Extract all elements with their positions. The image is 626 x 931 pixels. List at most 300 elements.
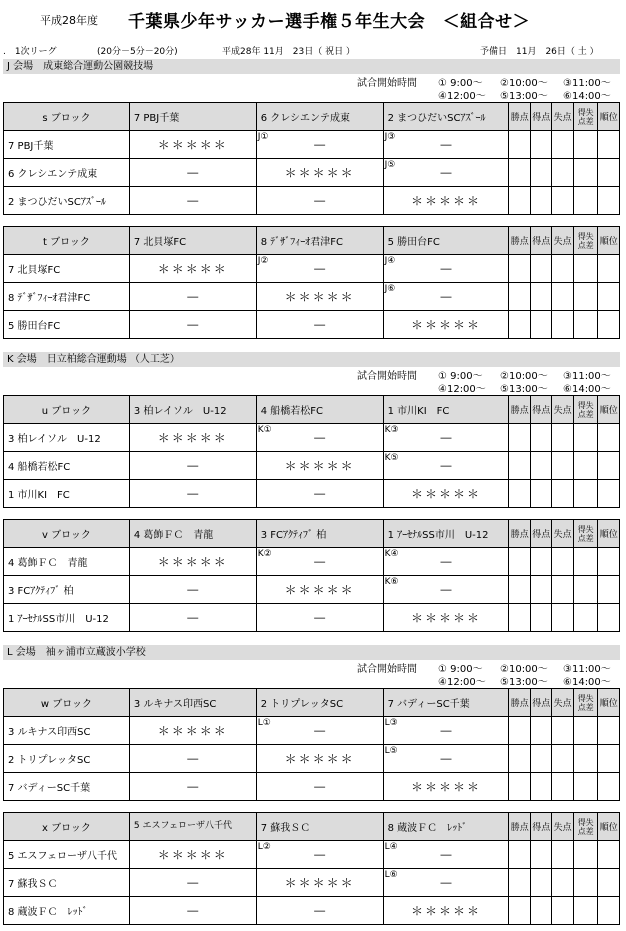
diagonal-stars: ＊＊＊＊＊ [411,611,482,625]
team-header: 3 柏レイソル U-12 [129,396,256,424]
team-name: 3 ルキナス印西SC [4,717,130,745]
team-name: 7 バディーSC千葉 [4,773,130,801]
time-2: ②10:00～ [500,371,548,382]
dash-mark: ― [440,724,452,737]
goals-against-cell [552,604,573,632]
match-code: J④ [384,256,396,266]
goals-for-cell [530,841,551,869]
match-cell [129,841,256,869]
rank-cell [598,897,620,925]
match-cell [383,745,509,773]
dash-mark: ― [314,138,326,151]
team-header: 5 勝田台FC [383,227,509,255]
team-name: 5 エスフェローザ八千代 [4,841,130,869]
match-code: L② [257,842,271,852]
goal-diff-cell [573,452,598,480]
team-header: 7 蘇我ＳＣ [256,813,383,841]
table-row [4,311,620,339]
win-points-cell [509,131,530,159]
diagonal-stars: ＊＊＊＊＊ [157,848,228,862]
rank-cell [598,452,620,480]
goals-against-cell [552,548,573,576]
goals-for-header: 得点 [530,103,551,131]
dash-mark: ― [187,780,199,793]
win-points-cell [509,604,530,632]
goals-against-header: 失点 [552,813,573,841]
block-name: t ブロック [4,227,130,255]
win-points-cell [509,424,530,452]
goal-diff-header: 得失点差 [573,103,598,131]
match-cell [129,480,256,508]
dash-mark: ― [440,166,452,179]
win-points-cell [509,717,530,745]
goal-diff-header: 得失点差 [573,813,598,841]
diagonal-stars: ＊＊＊＊＊ [157,431,228,445]
match-cell [129,452,256,480]
team-name: 8 ﾃﾞｻﾞﾌｨｰｵ君津FC [4,283,130,311]
goals-against-cell [552,187,573,215]
rank-cell [598,745,620,773]
team-name: 3 柏レイソル U-12 [4,424,130,452]
team-name: 1 市川KI FC [4,480,130,508]
year-label: 平成28年度 [40,14,98,27]
win-points-cell [509,255,530,283]
round-format: (20分－5分－20分) [97,47,178,57]
match-cell [129,131,256,159]
rank-cell [598,548,620,576]
goals-against-cell [552,424,573,452]
block-header-row [4,689,620,717]
match-code: J⑤ [384,160,396,170]
round-date: 平成28年 11月 23日（ 祝日 ） [222,47,355,57]
match-cell [383,159,509,187]
goal-diff-header: 得失点差 [573,396,598,424]
goals-for-header: 得点 [530,520,551,548]
team-header: 5 エスフェローザ八千代 [129,813,256,841]
goals-for-header: 得点 [530,227,551,255]
match-cell [383,424,509,452]
table-row [4,255,620,283]
goal-diff-cell [573,745,598,773]
diagonal-stars: ＊＊＊＊＊ [284,752,355,766]
match-cell [129,717,256,745]
block-name: v ブロック [4,520,130,548]
team-name: 6 クレシエンテ成東 [4,159,130,187]
rank-header: 順位 [598,227,620,255]
rank-cell [598,480,620,508]
dash-mark: ― [187,290,199,303]
goals-against-cell [552,897,573,925]
dash-mark: ― [440,876,452,889]
dash-mark: ― [440,459,452,472]
win-points-header: 勝点 [509,813,530,841]
team-name: 7 PBJ千葉 [4,131,130,159]
match-cell [383,480,509,508]
goals-against-header: 失点 [552,103,573,131]
match-cell [256,424,383,452]
team-name: 2 トリプレッタSC [4,745,130,773]
match-cell [256,187,383,215]
goals-against-cell [552,311,573,339]
match-code: L⑤ [384,746,398,756]
goals-for-cell [530,897,551,925]
goal-diff-cell [573,869,598,897]
block-table [3,812,620,925]
match-code: J③ [384,132,396,142]
match-cell [129,773,256,801]
dash-mark: ― [187,611,199,624]
goals-against-cell [552,159,573,187]
win-points-header: 勝点 [509,396,530,424]
table-row [4,897,620,925]
match-cell [383,717,509,745]
diagonal-stars: ＊＊＊＊＊ [411,487,482,501]
match-cell [256,576,383,604]
table-row [4,604,620,632]
time-6: ⑥14:00～ [563,91,611,102]
dash-mark: ― [314,780,326,793]
match-code: K② [257,549,272,559]
time-1: ① 9:00～ [438,78,483,89]
block-header-row [4,520,620,548]
rank-cell [598,424,620,452]
match-cell [129,255,256,283]
goals-against-cell [552,745,573,773]
rank-header: 順位 [598,103,620,131]
match-code: J② [257,256,269,266]
goals-for-cell [530,131,551,159]
dash-mark: ― [440,555,452,568]
match-cell [129,548,256,576]
block-name: s ブロック [4,103,130,131]
goals-for-cell [530,283,551,311]
table-row [4,283,620,311]
goal-diff-cell [573,159,598,187]
rank-header: 順位 [598,396,620,424]
team-name: 4 船橋若松FC [4,452,130,480]
goals-against-header: 失点 [552,520,573,548]
diagonal-stars: ＊＊＊＊＊ [411,904,482,918]
goals-against-header: 失点 [552,396,573,424]
goals-for-header: 得点 [530,396,551,424]
diagonal-stars: ＊＊＊＊＊ [284,583,355,597]
match-cell [383,255,509,283]
goals-against-cell [552,255,573,283]
dash-mark: ― [187,318,199,331]
goal-diff-cell [573,604,598,632]
match-cell [383,576,509,604]
goal-diff-cell [573,897,598,925]
dash-mark: ― [187,487,199,500]
venue-header: L 会場 袖ヶ浦市立蔵波小学校 [3,645,620,660]
table-row [4,841,620,869]
diagonal-stars: ＊＊＊＊＊ [284,876,355,890]
match-code: L① [257,718,271,728]
dash-mark: ― [187,459,199,472]
goals-for-cell [530,548,551,576]
block-header-row [4,103,620,131]
win-points-cell [509,311,530,339]
goal-diff-cell [573,283,598,311]
rank-cell [598,604,620,632]
match-cell [383,283,509,311]
goals-against-cell [552,841,573,869]
win-points-cell [509,283,530,311]
match-cell [256,283,383,311]
start-times [0,367,626,395]
win-points-cell [509,576,530,604]
table-row [4,745,620,773]
match-code: K⑥ [384,577,399,587]
goal-diff-cell [573,841,598,869]
goals-against-cell [552,480,573,508]
win-points-cell [509,897,530,925]
block-header-row [4,227,620,255]
match-cell [383,311,509,339]
block-header-row [4,396,620,424]
goals-for-header: 得点 [530,689,551,717]
dash-mark: ― [314,904,326,917]
dash-mark: ― [314,318,326,331]
rank-cell [598,773,620,801]
time-3: ③11:00～ [563,371,611,382]
match-cell [256,311,383,339]
diagonal-stars: ＊＊＊＊＊ [157,724,228,738]
table-row [4,159,620,187]
block-table [3,102,620,215]
win-points-header: 勝点 [509,103,530,131]
block-table [3,226,620,339]
match-cell [256,717,383,745]
rank-cell [598,255,620,283]
goal-diff-cell [573,131,598,159]
team-header: 1 ｱｰｾﾅﾙSS市川 U-12 [383,520,509,548]
rank-cell [598,159,620,187]
goals-against-cell [552,869,573,897]
win-points-header: 勝点 [509,520,530,548]
block-table [3,688,620,801]
match-code: L④ [384,842,398,852]
table-row [4,187,620,215]
match-cell [129,745,256,773]
time-6: ⑥14:00～ [563,384,611,395]
dash-mark: ― [314,431,326,444]
goals-for-header: 得点 [530,813,551,841]
dash-mark: ― [440,752,452,765]
block-name: u ブロック [4,396,130,424]
team-header: 3 FCｱｸﾃｨﾌﾞ 柏 [256,520,383,548]
start-time-label: 試合開始時間 [357,371,417,382]
win-points-cell [509,841,530,869]
dash-mark: ― [314,487,326,500]
goals-against-cell [552,452,573,480]
dash-mark: ― [187,876,199,889]
goals-for-cell [530,576,551,604]
match-cell [256,548,383,576]
diagonal-stars: ＊＊＊＊＊ [411,194,482,208]
team-header: 3 ルキナス印西SC [129,689,256,717]
time-6: ⑥14:00～ [563,677,611,688]
diagonal-stars: ＊＊＊＊＊ [411,318,482,332]
start-time-label: 試合開始時間 [357,78,417,89]
match-cell [129,159,256,187]
team-header: 4 葛飾ＦＣ 青龍 [129,520,256,548]
goals-for-cell [530,159,551,187]
goal-diff-cell [573,187,598,215]
match-cell [383,131,509,159]
win-points-cell [509,452,530,480]
match-cell [383,841,509,869]
rank-cell [598,283,620,311]
match-code: J⑥ [384,284,396,294]
dash-mark: ― [187,583,199,596]
team-name: 5 勝田台FC [4,311,130,339]
reserve-day: 予備日 11月 26日（ 土 ） [480,47,599,57]
diagonal-stars: ＊＊＊＊＊ [157,555,228,569]
table-row [4,452,620,480]
goals-for-cell [530,773,551,801]
win-points-cell [509,548,530,576]
time-3: ③11:00～ [563,78,611,89]
match-code: K③ [384,425,399,435]
win-points-cell [509,745,530,773]
win-points-cell [509,480,530,508]
table-row [4,131,620,159]
goals-against-cell [552,131,573,159]
match-cell [256,452,383,480]
win-points-header: 勝点 [509,227,530,255]
goal-diff-header: 得失点差 [573,689,598,717]
team-name: 7 蘇我ＳＣ [4,869,130,897]
team-header: 4 船橋若松FC [256,396,383,424]
block-name: x ブロック [4,813,130,841]
match-code: K① [257,425,272,435]
match-cell [256,480,383,508]
block-table [3,395,620,508]
goals-against-cell [552,717,573,745]
goal-diff-cell [573,480,598,508]
team-header: 8 蔵波ＦＣ ﾚｯﾄﾞ [383,813,509,841]
team-header: 7 PBJ千葉 [129,103,256,131]
start-times [0,660,626,688]
dash-mark: ― [440,290,452,303]
start-times [0,74,626,102]
dash-mark: ― [314,724,326,737]
match-cell [256,131,383,159]
dash-mark: ― [440,431,452,444]
block-header-row [4,813,620,841]
team-header: 2 トリプレッタSC [256,689,383,717]
match-cell [383,604,509,632]
goals-for-cell [530,187,551,215]
time-5: ⑤13:00～ [500,384,548,395]
goals-for-cell [530,311,551,339]
table-row [4,773,620,801]
team-name: 8 蔵波ＦＣ ﾚｯﾄﾞ [4,897,130,925]
team-header: 7 バディーSC千葉 [383,689,509,717]
time-4: ④12:00～ [438,677,486,688]
goals-for-cell [530,480,551,508]
rank-header: 順位 [598,813,620,841]
win-points-cell [509,159,530,187]
round-info [0,42,626,58]
goals-against-header: 失点 [552,689,573,717]
goal-diff-header: 得失点差 [573,227,598,255]
goal-diff-cell [573,548,598,576]
match-code: K⑤ [384,453,399,463]
team-name: 7 北貝塚FC [4,255,130,283]
match-cell [129,283,256,311]
match-cell [129,311,256,339]
team-name: 2 まつひだいSCｱｽﾞｰﾙ [4,187,130,215]
team-header: 1 市川KI FC [383,396,509,424]
match-cell [129,424,256,452]
team-header: 8 ﾃﾞｻﾞﾌｨｰｵ君津FC [256,227,383,255]
dash-mark: ― [187,904,199,917]
rank-header: 順位 [598,689,620,717]
rank-cell [598,717,620,745]
table-row [4,424,620,452]
table-row [4,717,620,745]
goals-against-cell [552,773,573,801]
time-3: ③11:00～ [563,664,611,675]
table-row [4,869,620,897]
table-row [4,548,620,576]
goals-for-cell [530,604,551,632]
match-cell [256,255,383,283]
match-cell [256,604,383,632]
round-name: . 1次リーグ [3,47,57,57]
match-cell [256,869,383,897]
goal-diff-cell [573,717,598,745]
match-cell [256,745,383,773]
goals-for-cell [530,745,551,773]
diagonal-stars: ＊＊＊＊＊ [284,290,355,304]
dash-mark: ― [187,752,199,765]
diagonal-stars: ＊＊＊＊＊ [284,166,355,180]
team-header: 7 北貝塚FC [129,227,256,255]
goals-for-cell [530,424,551,452]
goals-against-header: 失点 [552,227,573,255]
goals-for-cell [530,717,551,745]
rank-header: 順位 [598,520,620,548]
goals-for-cell [530,255,551,283]
match-cell [383,897,509,925]
match-cell [129,187,256,215]
rank-cell [598,131,620,159]
venue-header: K 会場 日立柏総合運動場 （人工芝） [3,352,620,367]
rank-cell [598,841,620,869]
page-header [0,0,626,40]
win-points-header: 勝点 [509,689,530,717]
table-row [4,576,620,604]
diagonal-stars: ＊＊＊＊＊ [411,780,482,794]
match-cell [256,841,383,869]
rank-cell [598,869,620,897]
time-5: ⑤13:00～ [500,91,548,102]
time-4: ④12:00～ [438,384,486,395]
goals-against-cell [552,283,573,311]
match-cell [383,452,509,480]
dash-mark: ― [440,138,452,151]
team-name: 3 FCｱｸﾃｨﾌﾞ 柏 [4,576,130,604]
match-cell [383,869,509,897]
match-code: L⑥ [384,870,398,880]
dash-mark: ― [314,611,326,624]
win-points-cell [509,869,530,897]
match-cell [383,773,509,801]
team-header: 6 クレシエンテ成東 [256,103,383,131]
